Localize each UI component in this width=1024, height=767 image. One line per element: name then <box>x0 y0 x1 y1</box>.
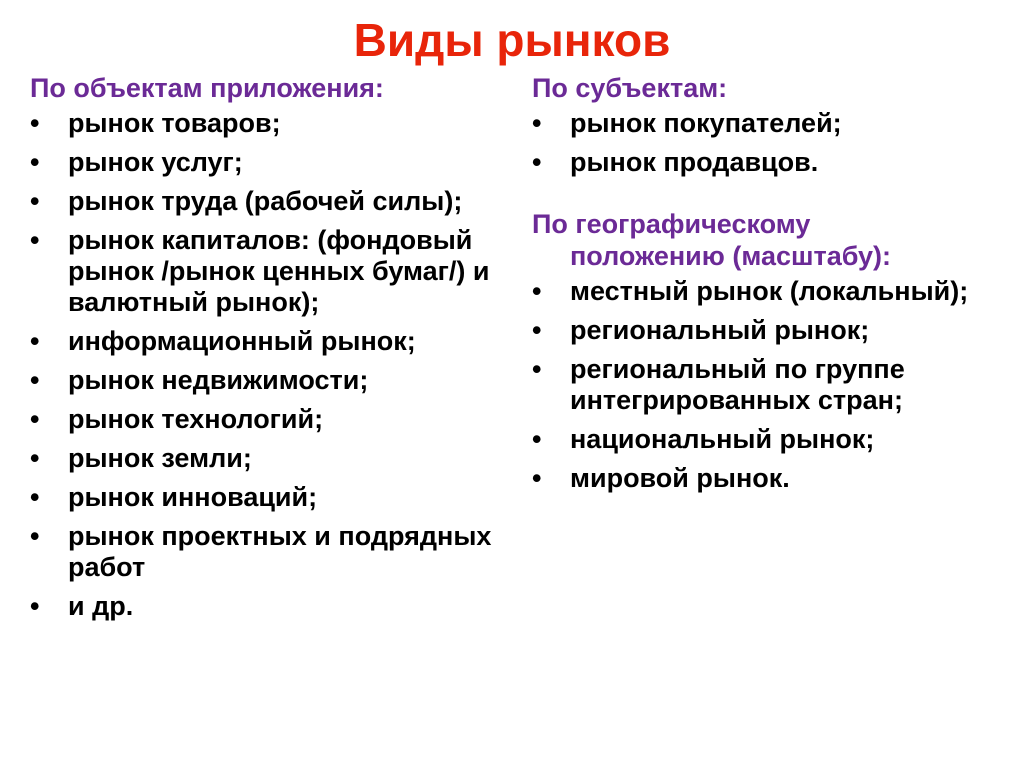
slide-title: Виды рынков <box>353 14 671 66</box>
left-column <box>30 72 510 630</box>
list-item <box>532 276 1012 307</box>
list-item-text: национальный рынок; <box>570 424 875 454</box>
bullet-icon: • <box>30 326 40 356</box>
list-item-text: местный рынок (локальный); <box>570 276 969 306</box>
list-item <box>532 315 1012 346</box>
list-item <box>30 482 510 513</box>
list-item-text: мировой рынок. <box>570 463 790 493</box>
bullet-icon: • <box>30 365 40 395</box>
subjects-list <box>532 108 1012 178</box>
subjects-heading: По субъектам: <box>532 73 728 103</box>
geography-list <box>532 276 1012 494</box>
list-item <box>30 225 510 318</box>
list-item-text: региональный рынок; <box>570 315 870 345</box>
list-item-text: рынок капиталов: (фондовый рынок /рынок ценных бумаг/) и валютный рынок); <box>68 225 490 317</box>
bullet-icon: • <box>30 186 40 216</box>
list-item-text: рынок инноваций; <box>68 482 318 512</box>
geography-heading-line2: положению (масштабу): <box>570 241 892 271</box>
bullet-icon: • <box>30 482 40 512</box>
bullet-icon: • <box>532 424 542 454</box>
list-item <box>532 108 1012 139</box>
bullet-icon: • <box>532 315 542 345</box>
list-item <box>532 354 1012 416</box>
list-item-text: региональный по группе интегрированных стран; <box>570 354 905 415</box>
list-item-text: рынок покупателей; <box>570 108 842 138</box>
objects-list <box>30 108 510 622</box>
list-item-text: рынок технологий; <box>68 404 324 434</box>
geography-heading <box>532 208 1012 272</box>
bullet-icon: • <box>30 404 40 434</box>
objects-heading: По объектам приложения: <box>30 73 384 103</box>
list-item <box>532 424 1012 455</box>
list-item-text: рынок земли; <box>68 443 252 473</box>
list-item <box>30 365 510 396</box>
bullet-icon: • <box>532 276 542 306</box>
bullet-icon: • <box>532 147 542 177</box>
list-item-text: информационный рынок; <box>68 326 416 356</box>
list-item-text: рынок недвижимости; <box>68 365 369 395</box>
list-item-text: рынок товаров; <box>68 108 281 138</box>
right-column <box>532 72 1012 502</box>
bullet-icon: • <box>532 108 542 138</box>
bullet-icon: • <box>30 591 40 621</box>
list-item <box>532 463 1012 494</box>
bullet-icon: • <box>532 354 542 384</box>
list-item <box>532 147 1012 178</box>
list-item <box>30 521 510 583</box>
list-item <box>30 443 510 474</box>
geography-heading-line1: По географическому <box>532 209 811 239</box>
list-item <box>30 326 510 357</box>
bullet-icon: • <box>30 443 40 473</box>
list-item <box>30 108 510 139</box>
bullet-icon: • <box>30 521 40 551</box>
bullet-icon: • <box>30 225 40 255</box>
list-item-text: и др. <box>68 591 134 621</box>
bullet-icon: • <box>532 463 542 493</box>
bullet-icon: • <box>30 108 40 138</box>
list-item <box>30 591 510 622</box>
list-item-text: рынок продавцов. <box>570 147 819 177</box>
list-item-text: рынок проектных и подрядных работ <box>68 521 492 582</box>
list-item-text: рынок услуг; <box>68 147 243 177</box>
list-item <box>30 147 510 178</box>
list-item <box>30 404 510 435</box>
list-item-text: рынок труда (рабочей силы); <box>68 186 463 216</box>
bullet-icon: • <box>30 147 40 177</box>
list-item <box>30 186 510 217</box>
